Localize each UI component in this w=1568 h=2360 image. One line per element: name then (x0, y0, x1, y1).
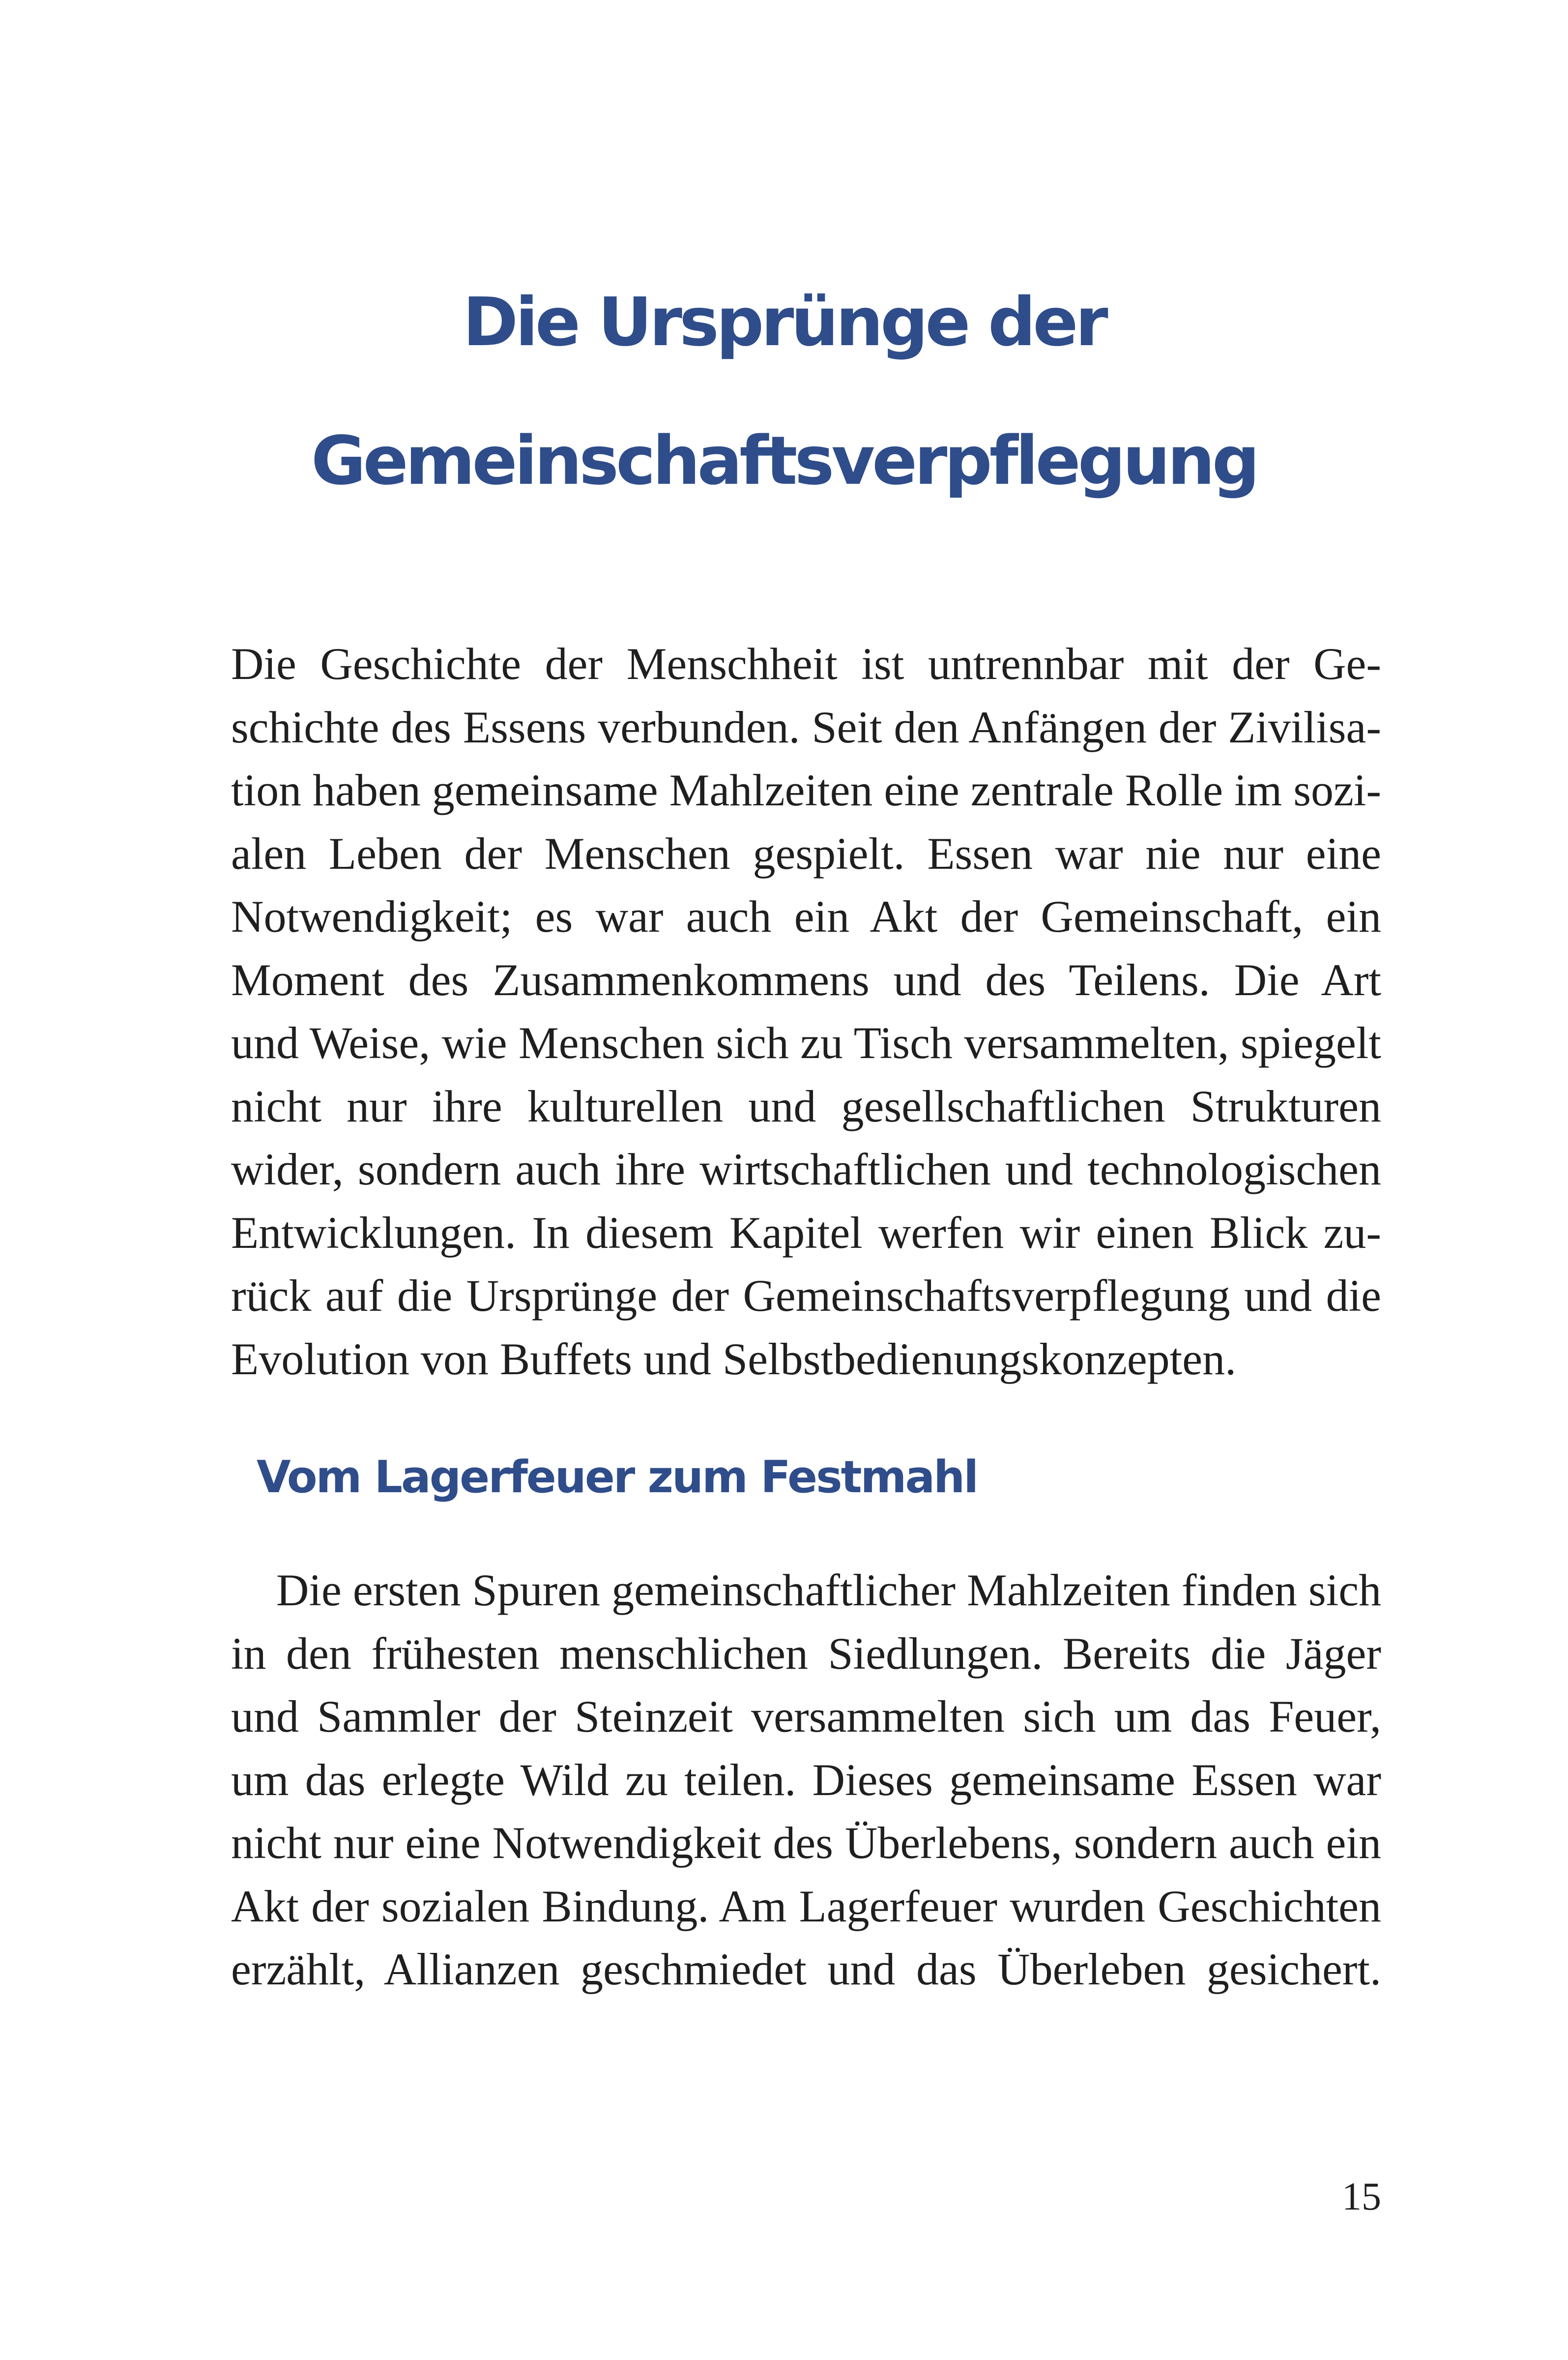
paragraph-line: alen Leben der Menschen gespielt. Essen war nie nur eine (231, 828, 1381, 879)
paragraph-line: nicht nur ihre kulturellen und gesellschaftlichen Strukturen (231, 1081, 1381, 1131)
chapter-title-line-2: Gemeinschaftsverpflegung (311, 422, 1257, 500)
paragraph-line: in den frühesten menschlichen Siedlungen. Bereits die Jäger (231, 1628, 1381, 1679)
paragraph-campfire (231, 1559, 1381, 2001)
chapter-title-line-1: Die Ursprünge der (463, 284, 1105, 361)
paragraph-line: und Sammler der Steinzeit versammelten sich um das Feuer, (231, 1691, 1381, 1741)
paragraph-line: um das erlegte Wild zu teilen. Dieses gemeinsame Essen war (231, 1754, 1381, 1805)
paragraph-line: Die ersten Spuren gemeinschaftlicher Mahlzeiten finden sich (231, 1565, 1382, 1615)
paragraph-line: Evolution von Buffets und Selbstbedienungskonzepten. (231, 1333, 1237, 1384)
paragraph-line: Akt der sozialen Bindung. Am Lagerfeuer wurden Geschichten (231, 1881, 1381, 1931)
paragraph-line: Entwicklungen. In diesem Kapitel werfen wir einen Blick zu- (231, 1207, 1381, 1258)
paragraph-line: Notwendigkeit; es war auch ein Akt der Gemeinschaft, ein (231, 891, 1381, 942)
paragraph-line: und Weise, wie Menschen sich zu Tisch versammelten, spiegelt (231, 1018, 1381, 1068)
paragraph-line: rück auf die Ursprünge der Gemeinschaftsverpflegung und die (231, 1270, 1381, 1321)
paragraph-intro (231, 632, 1381, 1390)
paragraph-line: Die Geschichte der Menschheit ist untrennbar mit der Ge- (231, 639, 1381, 689)
paragraph-line: tion haben gemeinsame Mahlzeiten eine zentrale Rolle im sozi- (231, 765, 1382, 815)
paragraph-line: schichte des Essens verbunden. Seit den Anfängen der Zivilisa- (231, 702, 1381, 752)
section-heading: Vom Lagerfeuer zum Festmahl (257, 1451, 978, 1503)
paragraph-line: nicht nur eine Notwendigkeit des Überlebens, sondern auch ein (231, 1818, 1381, 1868)
paragraph-line: erzählt, Allianzen geschmiedet und das Überleben gesichert. (231, 1944, 1381, 1994)
paragraph-line: Moment des Zusammenkommens und des Teilens. Die Art (231, 954, 1381, 1005)
paragraph-line: wider, sondern auch ihre wirtschaftlichen und technologischen (231, 1144, 1381, 1194)
page-number: 15 (1342, 2175, 1381, 2218)
